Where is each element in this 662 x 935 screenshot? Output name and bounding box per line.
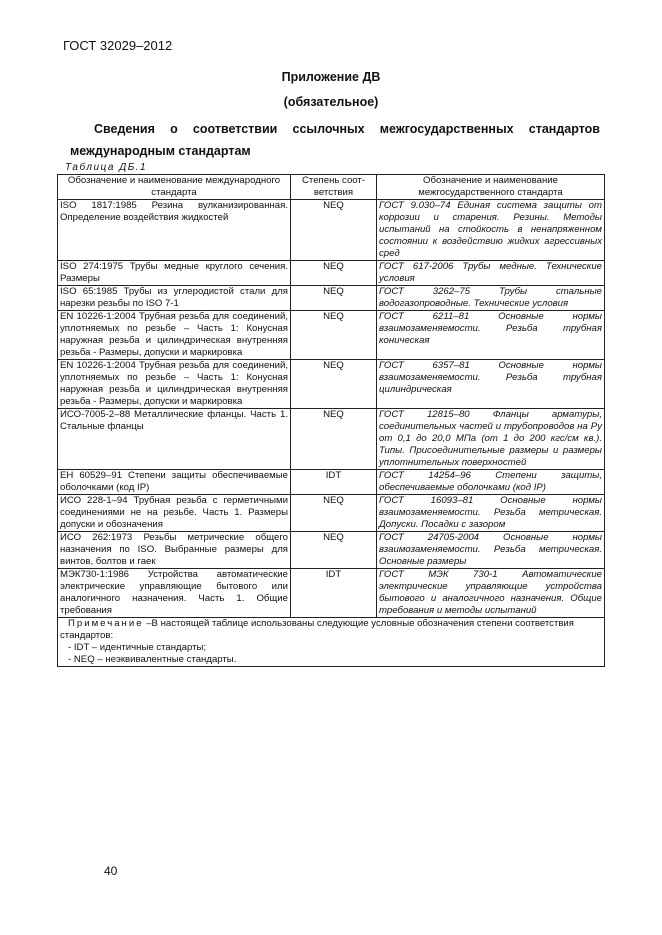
note-item-idt: - IDT – идентичные стандарты; (68, 642, 207, 653)
interstate-standard-cell: ГОСТ 24705-2004 Основные нормы взаимозаменяемости. Резьба метрическая. Основные размеры (377, 532, 605, 569)
degree-cell: NEQ (291, 311, 377, 360)
header-international-standard: Обозначение и наименование международного стандарта (58, 175, 291, 200)
degree-cell: IDT (291, 569, 377, 618)
degree-cell: NEQ (291, 532, 377, 569)
table-note-row (58, 618, 605, 667)
standard-header: ГОСТ 32029–2012 (63, 38, 173, 53)
international-standard-cell: ЕН 60529–91 Степени защиты обеспечиваемые оболочками (код IP) (58, 470, 291, 495)
international-standard-cell: ИСО 262:1973 Резьбы метрические общего назначения по ISO. Выбранные размеры для винтов, болтов и гаек (58, 532, 291, 569)
header-interstate-standard: Обозначение и наименование межгосударственного стандарта (377, 175, 605, 200)
table-row (58, 569, 605, 618)
degree-cell: NEQ (291, 200, 377, 261)
table-header-row (58, 175, 605, 200)
interstate-standard-cell: ГОСТ 16093–81 Основные нормы взаимозаменяемости. Резьба метрическая. Допуски. Посадки с зазором (377, 495, 605, 532)
international-standard-cell: ИСО 228-1–94 Трубная резьба с герметичными соединениями не на резьбе. Часть 1. Размеры допуски и обозначения (58, 495, 291, 532)
table-note (58, 618, 605, 667)
table-row (58, 286, 605, 311)
appendix-title: Приложение ДВ (281, 70, 381, 84)
international-standard-cell: EN 10226-1:2004 Трубная резьба для соединений, уплотняемых по резьбе – Часть 1: Конусная наружная резьба и цилиндрическая внутренняя резьба - Размеры, допуски и маркировка (58, 360, 291, 409)
interstate-standard-cell: ГОСТ 9.030–74 Единая система защиты от коррозии и старения. Резины. Методы испытаний на стойкость в ненапряженном состоянии к воздействию жидких агрессивных сред (377, 200, 605, 261)
degree-cell: NEQ (291, 409, 377, 470)
table-row (58, 495, 605, 532)
international-standard-cell: ISO 65:1985 Трубы из углеродистой стали для нарезки резьбы по ISO 7-1 (58, 286, 291, 311)
note-lead: Примечание (68, 618, 144, 629)
interstate-standard-cell: ГОСТ МЭК 730-1 Автоматические электрические управляющие устройства бытового и аналогичного назначения. Общие требования и методы испытаний (377, 569, 605, 618)
interstate-standard-cell: ГОСТ 6211–81 Основные нормы взаимозаменяемости. Резьба трубная коническая (377, 311, 605, 360)
international-standard-cell: МЭК730-1:1986 Устройства автоматические электрические управляющие бытового или аналогичного назначения. Часть 1. Общие требования (58, 569, 291, 618)
note-item-neq: - NEQ – неэквивалентные стандарты. (68, 654, 237, 665)
page-number: 40 (104, 864, 118, 878)
degree-cell: NEQ (291, 495, 377, 532)
table-row (58, 532, 605, 569)
international-standard-cell: ISO 274:1975 Трубы медные круглого сечения. Размеры (58, 261, 291, 286)
appendix-status: (обязательное) (283, 95, 379, 109)
interstate-standard-cell: ГОСТ 12815–80 Фланцы арматуры, соединительных частей и трубопроводов на Ру от 0,1 до 20,0 МПа (от 1 до 200 кгс/см кв.). Типы. Присоединительные размеры и размеры уплотнительных поверхностей (377, 409, 605, 470)
degree-cell: NEQ (291, 261, 377, 286)
standards-correspondence-table (57, 174, 605, 667)
table-row (58, 409, 605, 470)
table-row (58, 261, 605, 286)
interstate-standard-cell: ГОСТ 6357–81 Основные нормы взаимозаменяемости. Резьба трубная цилиндрическая (377, 360, 605, 409)
degree-cell: NEQ (291, 286, 377, 311)
table-row (58, 360, 605, 409)
appendix-heading: Сведения о соответствии ссылочных межгосударственных стандартов международным стандартам (70, 122, 600, 158)
interstate-standard-cell: ГОСТ 14254–96 Степени защиты, обеспечиваемые оболочками (код IP) (377, 470, 605, 495)
note-text: –В настоящей таблице использованы следующие условные обозначения степени соответствия стандартов: (60, 618, 574, 641)
table-row (58, 311, 605, 360)
table-row (58, 200, 605, 261)
header-degree-of-correspondence: Степень соот-ветствия (291, 175, 377, 200)
interstate-standard-cell: ГОСТ 3262–75 Трубы стальные водогазопроводные. Технические условия (377, 286, 605, 311)
interstate-standard-cell: ГОСТ 617-2006 Трубы медные. Технические условия (377, 261, 605, 286)
table-row (58, 470, 605, 495)
international-standard-cell: ИСО-7005-2–88 Металлические фланцы. Часть 1. Стальные фланцы (58, 409, 291, 470)
international-standard-cell: EN 10226-1:2004 Трубная резьба для соединений, уплотняемых по резьбе – Часть 1: Конусная наружная резьба и цилиндрическая внутренняя резьба - Размеры, допуски и маркировка (58, 311, 291, 360)
international-standard-cell: ISO 1817:1985 Резина вулканизированная. Определение воздействия жидкостей (58, 200, 291, 261)
degree-cell: IDT (291, 470, 377, 495)
degree-cell: NEQ (291, 360, 377, 409)
table-caption: Таблица ДБ.1 (65, 162, 148, 173)
